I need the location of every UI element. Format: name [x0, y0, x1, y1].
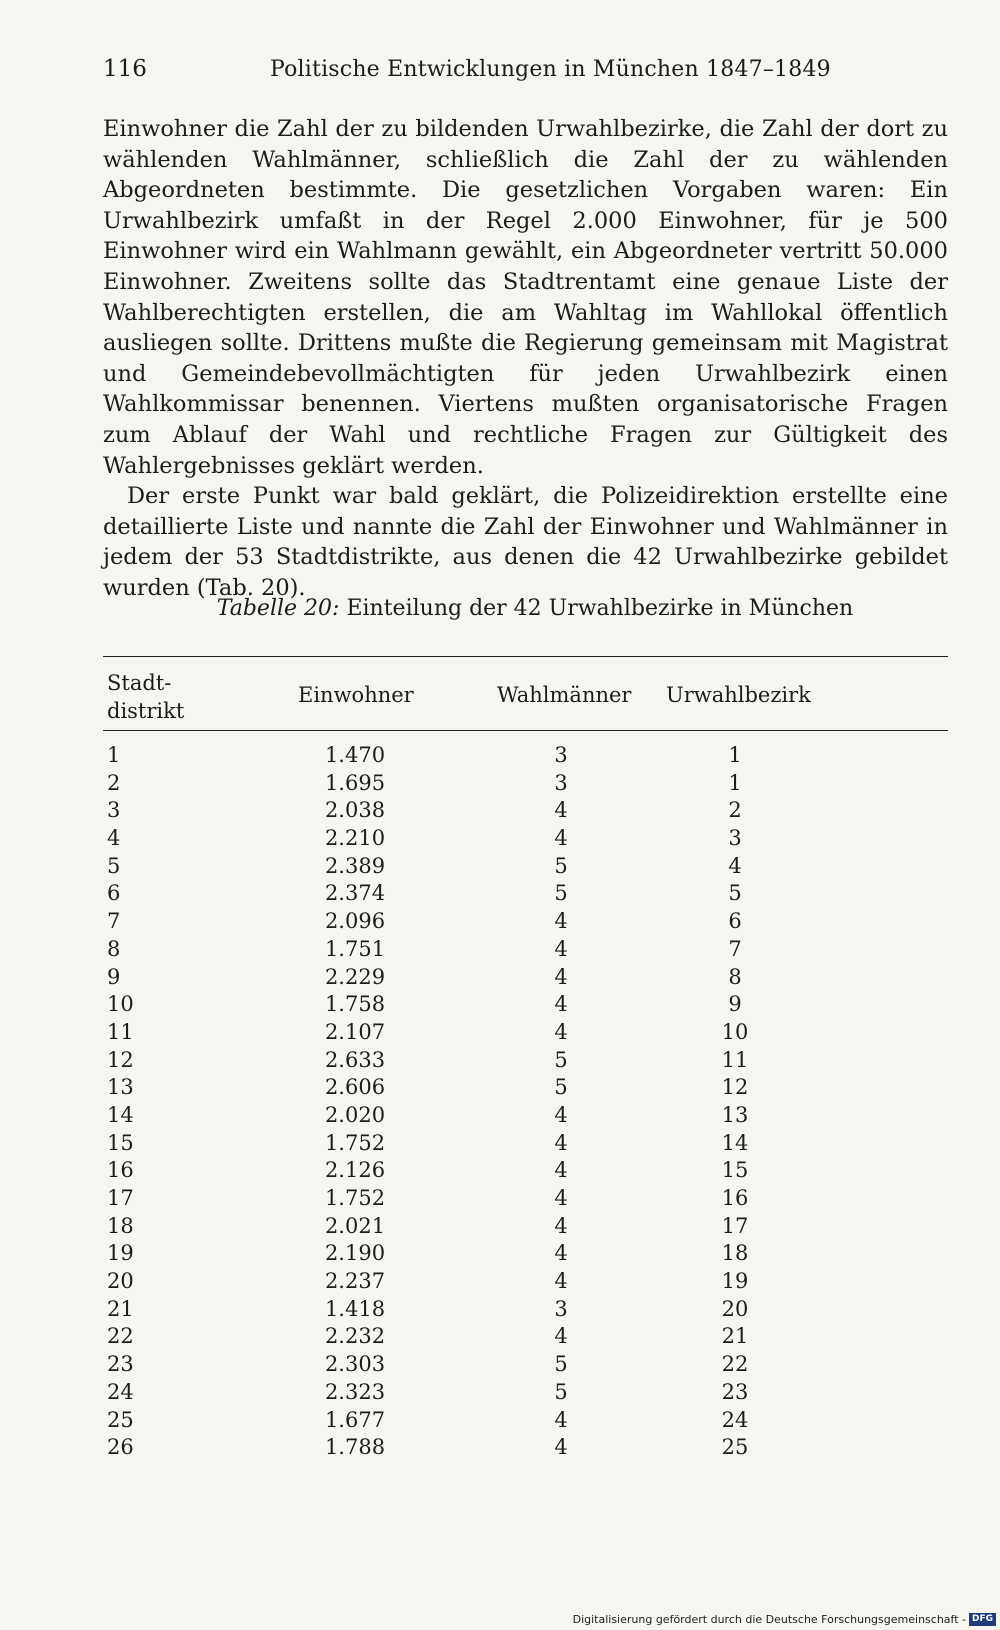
cell-stadtdistrikt: 7	[107, 909, 121, 934]
cell-einwohner: 2.606	[324, 1075, 386, 1100]
cell-wahlmaenner: 4	[554, 1158, 568, 1183]
table-row	[0, 770, 1000, 798]
table-row	[0, 1351, 1000, 1379]
table-row	[0, 880, 1000, 908]
table-row	[0, 1407, 1000, 1435]
cell-urwahlbezirk: 8	[728, 964, 742, 989]
footer	[573, 1613, 996, 1626]
table-row	[0, 1130, 1000, 1158]
cell-stadtdistrikt: 12	[107, 1047, 134, 1072]
cell-wahlmaenner: 4	[554, 1186, 568, 1210]
cell-einwohner: 2.229	[324, 964, 386, 989]
cell-einwohner: 2.389	[324, 853, 386, 878]
header-einwohner: Einwohner	[298, 683, 414, 707]
table-caption	[0, 596, 1000, 621]
cell-stadtdistrikt: 8	[107, 936, 121, 961]
cell-wahlmaenner: 5	[554, 1352, 568, 1377]
running-head: Politische Entwicklungen in München 1847–1849	[270, 57, 831, 82]
cell-wahlmaenner: 5	[554, 853, 568, 878]
paragraph: Der erste Punkt war bald geklärt, die Polizeidirektion erstellte eine detaillierte Liste und nannte die Zahl der Einwohner und Wahlmänner in jedem der 53 Stadtdistrikte, aus denen die 42 Urwahlbezirke gebildet wurden (Tab. 20).	[103, 483, 948, 601]
cell-einwohner: 2.126	[324, 1158, 386, 1183]
cell-urwahlbezirk: 19	[721, 1269, 749, 1294]
cell-stadtdistrikt: 14	[107, 1102, 134, 1127]
cell-urwahlbezirk: 25	[721, 1435, 749, 1460]
cell-einwohner: 2.190	[324, 1241, 386, 1266]
cell-wahlmaenner: 4	[554, 1269, 568, 1294]
cell-stadtdistrikt: 23	[107, 1352, 134, 1377]
cell-wahlmaenner: 4	[554, 826, 568, 851]
cell-einwohner: 2.323	[324, 1379, 386, 1404]
cell-einwohner: 2.633	[324, 1047, 386, 1072]
cell-wahlmaenner: 4	[554, 1324, 568, 1349]
table-row	[0, 964, 1000, 992]
table-row	[0, 1019, 1000, 1047]
header-urwahlbezirk: Urwahlbezirk	[666, 683, 811, 707]
cell-urwahlbezirk: 14	[721, 1130, 749, 1155]
cell-urwahlbezirk: 1	[728, 743, 742, 767]
cell-einwohner: 2.038	[324, 798, 386, 823]
cell-stadtdistrikt: 26	[107, 1435, 134, 1460]
cell-stadtdistrikt: 25	[107, 1407, 134, 1432]
cell-einwohner: 2.232	[324, 1324, 386, 1349]
table-row	[0, 991, 1000, 1019]
paragraph: Einwohner die Zahl der zu bildenden Urwahlbezirke, die Zahl der dort zu wählenden Wahlmänner, schließlich die Zahl der zu wählenden Abgeordneten bestimmte. Die gesetzlichen Vorgaben waren: Ein Urwahlbezirk umfaßt in der Regel 2.000 Einwohner, für je 500 Einwohner wird ein Wahlmann gewählt, ein Abgeordneter vertritt 50.000 Einwohner. Zweitens sollte das Stadtrentamt eine genaue Liste der Wahlberechtigten erstellen, die am Wahltag im Wahllokal öffentlich ausliegen sollte. Drittens mußte die Regierung gemeinsam mit Magistrat und Gemeindebevollmächtigten für jeden Urwahlbezirk einen Wahlkommissar benennen. Viertens mußten organisatorische Fragen zum Ablauf der Wahl und rechtliche Fragen zur Gültigkeit des Wahlergebnisses geklärt werden.	[103, 116, 948, 479]
cell-wahlmaenner: 5	[554, 1379, 568, 1404]
cell-wahlmaenner: 4	[554, 1241, 568, 1266]
cell-stadtdistrikt: 18	[107, 1213, 134, 1238]
cell-einwohner: 2.096	[324, 909, 386, 934]
cell-stadtdistrikt: 21	[107, 1296, 134, 1321]
cell-urwahlbezirk: 22	[721, 1352, 749, 1377]
cell-einwohner: 2.237	[324, 1269, 386, 1294]
cell-einwohner: 1.751	[324, 936, 386, 961]
cell-einwohner: 1.677	[324, 1407, 386, 1432]
cell-stadtdistrikt: 5	[107, 853, 121, 878]
cell-einwohner: 1.752	[324, 1186, 386, 1210]
cell-wahlmaenner: 4	[554, 1213, 568, 1238]
cell-stadtdistrikt: 24	[107, 1379, 134, 1404]
cell-urwahlbezirk: 20	[721, 1296, 749, 1321]
cell-wahlmaenner: 4	[554, 909, 568, 934]
cell-wahlmaenner: 4	[554, 1130, 568, 1155]
table-row	[0, 1157, 1000, 1185]
cell-einwohner: 2.303	[324, 1352, 386, 1377]
table-row	[0, 1047, 1000, 1075]
cell-urwahlbezirk: 23	[721, 1379, 749, 1404]
cell-urwahlbezirk: 18	[721, 1241, 749, 1266]
cell-urwahlbezirk: 5	[728, 881, 742, 906]
header-wahlmaenner: Wahlmänner	[497, 683, 632, 707]
cell-stadtdistrikt: 22	[107, 1324, 134, 1349]
cell-einwohner: 1.758	[324, 992, 386, 1017]
cell-stadtdistrikt: 4	[107, 826, 121, 851]
cell-einwohner: 1.752	[324, 1130, 386, 1155]
table-row	[0, 853, 1000, 881]
cell-urwahlbezirk: 6	[728, 909, 742, 934]
cell-wahlmaenner: 4	[554, 936, 568, 961]
cell-stadtdistrikt: 13	[107, 1075, 134, 1100]
cell-wahlmaenner: 3	[554, 770, 568, 795]
table-row	[0, 1434, 1000, 1462]
cell-urwahlbezirk: 17	[721, 1213, 749, 1238]
cell-einwohner: 2.210	[324, 826, 386, 851]
cell-stadtdistrikt: 2	[107, 770, 121, 795]
cell-urwahlbezirk: 12	[721, 1075, 749, 1100]
table-row	[0, 908, 1000, 936]
cell-wahlmaenner: 4	[554, 1435, 568, 1460]
cell-wahlmaenner: 3	[554, 743, 568, 767]
footer-text: Digitalisierung gefördert durch die Deutsche Forschungsgemeinschaft -	[572, 1613, 966, 1626]
cell-stadtdistrikt: 15	[107, 1130, 134, 1155]
cell-urwahlbezirk: 10	[721, 1019, 749, 1044]
cell-urwahlbezirk: 11	[721, 1047, 749, 1072]
cell-wahlmaenner: 4	[554, 1019, 568, 1044]
cell-stadtdistrikt: 11	[107, 1019, 134, 1044]
cell-urwahlbezirk: 7	[728, 936, 742, 961]
cell-einwohner: 1.470	[324, 743, 386, 767]
cell-stadtdistrikt: 3	[107, 798, 121, 823]
table-row	[0, 1379, 1000, 1407]
cell-stadtdistrikt: 16	[107, 1158, 134, 1183]
table-top-rule	[103, 656, 948, 657]
cell-einwohner: 2.020	[324, 1102, 386, 1127]
table-header-rule	[103, 730, 948, 731]
table-row	[0, 1323, 1000, 1351]
cell-wahlmaenner: 4	[554, 1102, 568, 1127]
cell-wahlmaenner: 5	[554, 881, 568, 906]
table-row	[0, 936, 1000, 964]
cell-wahlmaenner: 4	[554, 1407, 568, 1432]
cell-wahlmaenner: 4	[554, 798, 568, 823]
table-caption-label: Tabelle 20:	[216, 596, 340, 621]
table-row	[0, 1240, 1000, 1268]
cell-urwahlbezirk: 21	[721, 1324, 749, 1349]
table-row	[0, 742, 1000, 770]
cell-einwohner: 1.418	[324, 1296, 386, 1321]
cell-stadtdistrikt: 20	[107, 1269, 134, 1294]
cell-urwahlbezirk: 4	[728, 853, 742, 878]
table-caption-text: Einteilung der 42 Urwahlbezirke in München	[346, 596, 854, 621]
table-row	[0, 825, 1000, 853]
table-body	[0, 742, 1000, 1462]
cell-urwahlbezirk: 9	[728, 992, 742, 1017]
cell-wahlmaenner: 4	[554, 992, 568, 1017]
table-row	[0, 797, 1000, 825]
header-stadtdistrikt: Stadt- distrikt	[107, 671, 185, 723]
cell-stadtdistrikt: 9	[107, 964, 121, 989]
cell-einwohner: 1.695	[324, 770, 386, 795]
cell-urwahlbezirk: 16	[721, 1186, 749, 1210]
body-text	[103, 114, 948, 604]
cell-urwahlbezirk: 3	[728, 826, 742, 851]
table-row	[0, 1102, 1000, 1130]
cell-urwahlbezirk: 1	[728, 770, 742, 795]
cell-stadtdistrikt: 10	[107, 992, 134, 1017]
table-row	[0, 1268, 1000, 1296]
cell-einwohner: 2.107	[324, 1019, 386, 1044]
cell-urwahlbezirk: 24	[721, 1407, 749, 1432]
cell-urwahlbezirk: 13	[721, 1102, 749, 1127]
cell-wahlmaenner: 5	[554, 1047, 568, 1072]
table-row	[0, 1074, 1000, 1102]
cell-einwohner: 2.374	[324, 881, 386, 906]
cell-urwahlbezirk: 2	[728, 798, 742, 823]
cell-wahlmaenner: 3	[554, 1296, 568, 1321]
cell-einwohner: 2.021	[324, 1213, 386, 1238]
table-row	[0, 1185, 1000, 1213]
cell-urwahlbezirk: 15	[721, 1158, 749, 1183]
cell-stadtdistrikt: 6	[107, 881, 121, 906]
cell-stadtdistrikt: 17	[107, 1186, 134, 1210]
dfg-logo: DFG	[969, 1613, 996, 1626]
cell-wahlmaenner: 4	[554, 964, 568, 989]
cell-einwohner: 1.788	[324, 1435, 386, 1460]
cell-wahlmaenner: 5	[554, 1075, 568, 1100]
cell-stadtdistrikt: 19	[107, 1241, 134, 1266]
cell-stadtdistrikt: 1	[107, 743, 121, 767]
page-number: 116	[103, 56, 147, 82]
table-row	[0, 1213, 1000, 1241]
table-row	[0, 1296, 1000, 1324]
